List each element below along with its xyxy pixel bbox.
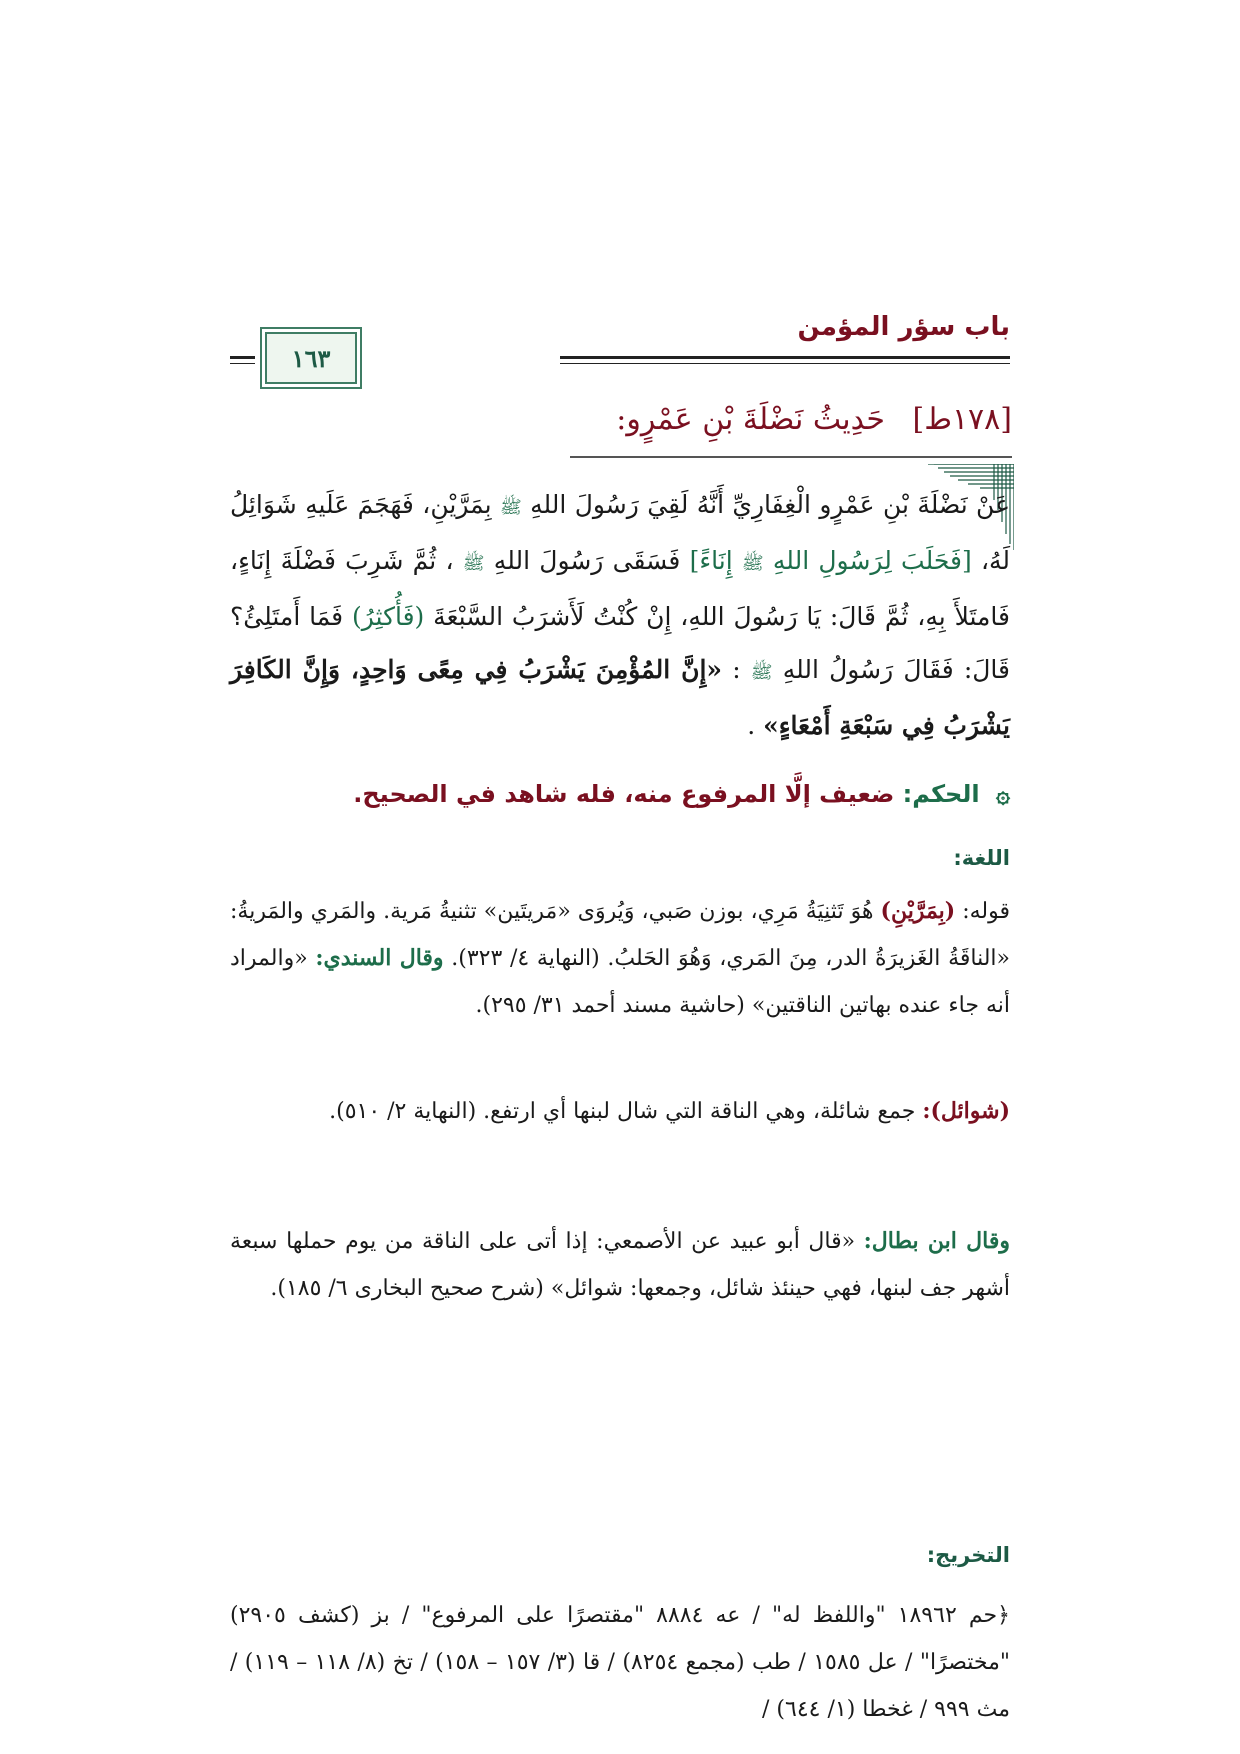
hadith-green-word: (فَأُكثِرُ) (352, 602, 425, 631)
header-rule (560, 356, 1010, 359)
hadith-bracket-text: إِنَاءً] (689, 546, 733, 575)
lugha-paragraph-2 (230, 1088, 1010, 1135)
heading-underline (570, 456, 1012, 458)
quote-source-label: وقال ابن بطال: (863, 1228, 1010, 1254)
hadith-text-part: عَنْ نَضْلَةَ بْنِ عَمْرٍو الْغِفَارِيِّ أَنَّهُ لَقِيَ رَسُولَ اللهِ (530, 490, 1011, 519)
hadith-text-part: : (722, 655, 741, 684)
paragraph-text: قوله: (955, 899, 1010, 924)
salutation-glyph: ﷺ (499, 497, 522, 518)
quote-source-label: وقال السندي: (315, 945, 444, 971)
page-number: ١٦٣ (265, 332, 357, 384)
takhrij-label: التخريج: (926, 1543, 1010, 1567)
takhrij-paragraph: ﴿حم ١٨٩٦٢ "واللفظ له" / عه ٨٨٨٤ "مقتصرًا على المرفوع" / بز (كشف ٢٩٠٥) "مختصرًا" / عل ١٥٨٥ / طب (مجمع ٨٢٥٤) / قا (٣/ ١٥٧ – ١٥٨) / تخ (٨/ ١١٨ – ١١٩) / مث ٩٩٩ / غخطا (١/ ٦٤٤) / (230, 1603, 1011, 1722)
ruling-text: ضعيف إلَّا المرفوع منه، فله شاهد في الصحيح. (353, 780, 895, 808)
glossed-word: (شوائل): (922, 1098, 1010, 1124)
lugha-paragraph-1 (230, 888, 1010, 1029)
hadith-number: [١٧٨ط] (912, 402, 1012, 437)
glossed-word: (بِمَرَّيْنِ) (880, 898, 956, 924)
hadith-text-part: . (747, 711, 756, 740)
paragraph-text: «قال أبو عبيد عن الأصمعي: إذا أتى على الناقة من يوم حملها سبعة أشهر جف لبنها، فهي حينئذ شائل، وجمعها: شوائل» (شرح صحيح البخارى ٦/ ١٨٥). (230, 1229, 1010, 1301)
lugha-label: اللغة: (953, 846, 1010, 870)
lugha-paragraph-3 (230, 1218, 1010, 1312)
paragraph-text: جمع شائلة، وهي الناقة التي شال لبنها أي ارتفع. (النهاية ٢/ ٥١٠). (329, 1099, 923, 1124)
ruling-line (353, 780, 1010, 808)
hadith-prophetic-saying: «إِنَّ المُؤْمِنَ يَشْرَبُ فِي مِعًى وَاحِدٍ، وَإِنَّ الكَافِرَ يَشْرَبُ فِي سَبْعَةِ أَمْعَاءٍ» (230, 655, 1010, 740)
hadith-text-part: بِمَرَّيْنِ، فَهَجَمَ عَلَيهِ شَوَائِلُ لَهُ، (230, 490, 1011, 575)
ruling-label: الحكم: (902, 780, 980, 808)
hadith-text-part: فَمَا أَمتَلِئُ؟ قَالَ: فَقَالَ رَسُولُ اللهِ (230, 602, 1011, 684)
paragraph-text: «والمراد أنه جاء عنده بهاتين الناقتين» (حاشية مسند أحمد ٣١/ ٢٩٥). (230, 946, 1010, 1018)
salutation-glyph: ﷺ (741, 553, 764, 574)
hadith-text (230, 478, 1010, 752)
page-header (230, 312, 1010, 382)
hadith-title: حَدِيثُ نَضْلَةَ بْنِ عَمْرٍو: (616, 402, 885, 437)
header-rule (230, 356, 255, 359)
header-rule (560, 363, 1010, 364)
salutation-glyph: ﷺ (750, 662, 773, 683)
hadith-text-part: ، ثُمَّ شَرِبَ فَضْلَةَ إِنَاءٍ، فَامتَلأَ بِهِ، ثُمَّ قَالَ: يَا رَسُولَ اللهِ، إِنْ كُنْتُ لَأَشرَبُ السَّبْعَةَ (230, 546, 1010, 631)
hadith-text-part: فَسَقَى رَسُولَ اللهِ (493, 546, 681, 575)
hadith-bracket-text: [فَحَلَبَ لِرَسُولِ اللهِ (772, 546, 972, 575)
header-rule (230, 363, 255, 364)
chapter-title: باب سؤر المؤمن (797, 312, 1010, 342)
hadith-heading (616, 402, 1012, 437)
paragraph-text: هُوَ تَثنِيَةُ مَرِي، بوزن صَبي، وَيُروَى «مَريتَين» تثنيةُ مَرية. والمَري والمَريةُ: «الناقَةُ الغَزيرَةُ الدر، مِنَ المَري، وَهُوَ الحَلبُ. (النهاية ٤/ ٣٢٣). (230, 899, 1010, 971)
ornament-star-icon: ۞ (995, 780, 1010, 808)
salutation-glyph: ﷺ (462, 553, 485, 574)
